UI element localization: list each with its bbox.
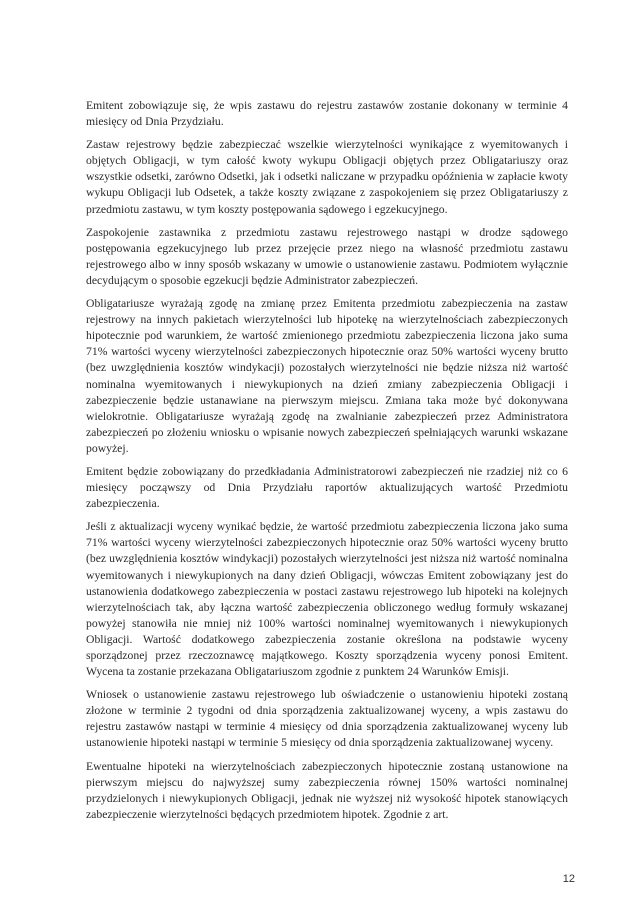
- page-number: 12: [562, 873, 575, 885]
- paragraph-lien-scope: Zastaw rejestrowy będzie zabezpieczać wszelkie wierzytelności wynikające z wyemitowanych i objętych Obligacji, w tym całość kwoty wykupu Obligacji objętych przez Obligatariuszy oraz wszystkie odsetki, zarówno Odsetki, jak i odsetki naliczane w przypadku opóźnienia w zapłacie kwoty wykupu Obligacji lub Odsetek, a także koszty związane z zaspokojeniem się przez Obligatariuszy z przedmiotu zastawu, w tym koszty postępowania sądowego i egzekucyjnego.: [86, 138, 568, 216]
- paragraph-reporting: Emitent będzie zobowiązany do przedkładania Administratorowi zabezpieczeń nie rzadziej niż co 6 miesięcy począwszy od Dnia Przydziału raportów aktualizujących wartość Przedmiotu zabezpieczenia.: [86, 464, 568, 511]
- paragraph-satisfaction: Zaspokojenie zastawnika z przedmiotu zastawu rejestrowego nastąpi w drodze sądowego postępowania egzekucyjnego lub przez przejęcie przez niego na własność przedmiotu zastawu rejestrowego albo w inny sposób wskazany w umowie o ustanowienie zastawu. Podmiotem wyłącznie decydującym o sposobie egzekucji będzie Administrator zabezpieczeń.: [86, 225, 568, 287]
- paragraph-mortgages: Ewentualne hipoteki na wierzytelnościach zabezpieczonych hipotecznie zostaną ustanowione na pierwszym miejscu do najwyższej sumy zabezpieczenia równej 150% wartości nominalnej przydzielonych i niewykupionych Obligacji, jednak nie wyższej niż wysokość hipotek stanowiących zabezpieczenie wierzytelności będących przedmiotem hipotek. Zgodnie z art.: [86, 759, 568, 821]
- document-body: [86, 98, 568, 830]
- paragraph-additional-collateral: Jeśli z aktualizacji wyceny wynikać będzie, że wartość przedmiotu zabezpieczenia liczona jako suma 71% wartości wyceny wierzytelności zabezpieczonych hipotecznie oraz 50% wartości wyceny brutto (bez uwzględnienia kosztów windykacji) pozostałych wierzytelności jest niższa niż wartość nominalna wyemitowanych i niewykupionych na dany dzień Obligacji, wówczas Emitent zobowiązany jest do ustanowienia dodatkowego zabezpieczenia w postaci zastawu rejestrowego lub hipoteki na kolejnych wierzytelnościach tak, aby łączna wartość zabezpieczenia obliczonego według formuły wskazanej powyżej stanowiła nie mniej niż 100% wartości nominalnej wyemitowanych i niewykupionych Obligacji. Wartość dodatkowego zabezpieczenia zostanie określona na podstawie wyceny sporządzonej przez rzeczoznawcę majątkowego. Koszty sporządzenia wyceny ponosi Emitent. Wycena ta zostanie przekazana Obligatariuszom zgodnie z punktem 24 Warunków Emisji.: [86, 520, 568, 679]
- paragraph-application-deadline: Wniosek o ustanowienie zastawu rejestrowego lub oświadczenie o ustanowieniu hipoteki zostaną złożone w terminie 2 tygodni od dnia sporządzenia zaktualizowanej wyceny, a wpis zastawu do rejestru zastawów nastąpi w terminie 4 miesięcy od dnia sporządzenia zaktualizowanej wyceny lub ustanowienie hipoteki nastąpi w terminie 5 miesięcy od dnia sporządzenia zaktualizowanej wyceny.: [86, 688, 568, 750]
- paragraph-collateral-change: Obligatariusze wyrażają zgodę na zmianę przez Emitenta przedmiotu zabezpieczenia na zastaw rejestrowy na innych pakietach wierzytelności lub hipotekę na wierzytelnościach zabezpieczonych hipotecznie pod warunkiem, że wartość zmienionego przedmiotu zabezpieczenia liczona jako suma 71% wartości wyceny wierzytelności zabezpieczonych hipotecznie oraz 50% wartości wyceny brutto (bez uwzględnienia kosztów windykacji) pozostałych wierzytelności nie będzie niższa niż wartość nominalna wyemitowanych i niewykupionych na dzień zmiany zabezpieczenia Obligacji i zabezpieczenie będzie ustanawiane na pierwszym miejscu. Zmiana taka może być dokonywana wielokrotnie. Obligatariusze wyrażają zgodę na zwalnianie zabezpieczeń przez Administratora zabezpieczeń po złożeniu wniosku o wpisanie nowych zabezpieczeń spełniających warunki wskazane powyżej.: [86, 297, 568, 455]
- paragraph-lien-registration: Emitent zobowiązuje się, że wpis zastawu do rejestru zastawów zostanie dokonany w terminie 4 miesięcy od Dnia Przydziału.: [86, 99, 568, 129]
